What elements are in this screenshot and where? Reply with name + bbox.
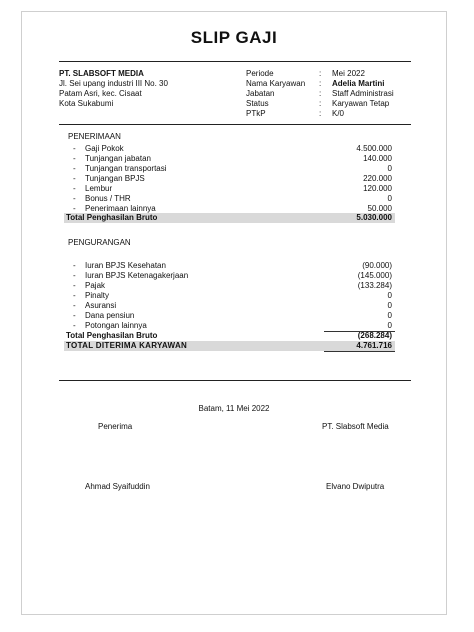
bullet-dash: - — [73, 321, 76, 330]
earning-item-label: Gaji Pokok — [85, 144, 124, 153]
deduction-item-amount: (145.000) — [357, 271, 392, 280]
deductions-total-amount: (268.284) — [357, 331, 392, 340]
info-sep: : — [319, 79, 322, 88]
header-divider — [59, 124, 411, 125]
recipient-role: Penerima — [98, 422, 133, 431]
net-total-label: TOTAL DITERIMA KARYAWAN — [66, 341, 188, 350]
company-address-line2: Patam Asri, kec. Cisaat — [59, 89, 142, 98]
info-label-status: Status — [246, 99, 269, 108]
earning-item-amount: 140.000 — [363, 154, 392, 163]
info-label-nama: Nama Karyawan — [246, 79, 306, 88]
info-sep: : — [319, 69, 322, 78]
bullet-dash: - — [73, 311, 76, 320]
deduction-item-label: Iuran BPJS Ketenagakerjaan — [85, 271, 189, 280]
earning-item-amount: 0 — [387, 194, 392, 203]
deduction-item-amount: 0 — [387, 321, 392, 330]
earning-item-amount: 50.000 — [367, 204, 392, 213]
deduction-item-label: Asuransi — [85, 301, 117, 310]
info-value-ptkp: K/0 — [332, 109, 345, 118]
info-value-nama: Adelia Martini — [332, 79, 385, 88]
earning-item-label: Penerimaan lainnya — [85, 204, 156, 213]
deduction-item-label: Pajak — [85, 281, 106, 290]
info-sep: : — [319, 89, 322, 98]
earning-item-label: Bonus / THR — [85, 194, 131, 203]
info-sep: : — [319, 109, 322, 118]
title-divider — [59, 61, 411, 62]
earnings-total-amount: 5.030.000 — [356, 213, 392, 222]
recipient-name: Ahmad Syaifuddin — [85, 482, 150, 491]
bullet-dash: - — [73, 184, 76, 193]
company-signer-name: Elvano Dwiputra — [326, 482, 385, 491]
bullet-dash: - — [73, 281, 76, 290]
info-label-periode: Periode — [246, 69, 274, 78]
info-value-periode: Mei 2022 — [332, 69, 365, 78]
bullet-dash: - — [73, 271, 76, 280]
deductions-heading: PENGURANGAN — [68, 238, 131, 247]
company-name: PT. SLABSOFT MEDIA — [59, 69, 144, 78]
deduction-item-amount: (90.000) — [362, 261, 392, 270]
deduction-item-amount: (133.284) — [357, 281, 392, 290]
earning-item-label: Lembur — [85, 184, 113, 193]
info-value-jabatan: Staff Administrasi — [332, 89, 394, 98]
earning-item-amount: 4.500.000 — [356, 144, 392, 153]
deduction-item-label: Dana pensiun — [85, 311, 135, 320]
total-underline — [324, 351, 395, 352]
company-signer-role: PT. Slabsoft Media — [322, 422, 389, 431]
info-label-jabatan: Jabatan — [246, 89, 275, 98]
body-divider — [59, 380, 411, 381]
deduction-item-label: Pinalty — [85, 291, 110, 300]
deduction-item-amount: 0 — [387, 301, 392, 310]
bullet-dash: - — [73, 291, 76, 300]
earning-item-amount: 0 — [387, 164, 392, 173]
deduction-item-amount: 0 — [387, 291, 392, 300]
company-address-line1: Jl. Sei upang industri III No. 30 — [59, 79, 168, 88]
info-value-status: Karyawan Tetap — [332, 99, 390, 108]
bullet-dash: - — [73, 194, 76, 203]
place-date: Batam, 11 Mei 2022 — [198, 404, 270, 413]
bullet-dash: - — [73, 164, 76, 173]
earnings-total-label: Total Penghasilan Bruto — [66, 213, 158, 222]
info-sep: : — [319, 99, 322, 108]
deduction-item-amount: 0 — [387, 311, 392, 320]
deductions-total-label: Total Penghasilan Bruto — [66, 331, 158, 340]
bullet-dash: - — [73, 261, 76, 270]
earning-item-amount: 220.000 — [363, 174, 392, 183]
earnings-heading: PENERIMAAN — [68, 132, 121, 141]
bullet-dash: - — [73, 154, 76, 163]
net-total-amount: 4.761.716 — [356, 341, 392, 350]
earning-item-amount: 120.000 — [363, 184, 392, 193]
bullet-dash: - — [73, 174, 76, 183]
earning-item-label: Tunjangan transportasi — [85, 164, 167, 173]
info-label-ptkp: PTkP — [246, 109, 266, 118]
deduction-item-label: Iuran BPJS Kesehatan — [85, 261, 166, 270]
page-title: SLIP GAJI — [190, 28, 278, 47]
company-city: Kota Sukabumi — [59, 99, 114, 108]
payslip-page — [21, 11, 447, 615]
bullet-dash: - — [73, 144, 76, 153]
earning-item-label: Tunjangan BPJS — [85, 174, 145, 183]
earning-item-label: Tunjangan jabatan — [85, 154, 151, 163]
bullet-dash: - — [73, 301, 76, 310]
deduction-item-label: Potongan lainnya — [85, 321, 147, 330]
bullet-dash: - — [73, 204, 76, 213]
